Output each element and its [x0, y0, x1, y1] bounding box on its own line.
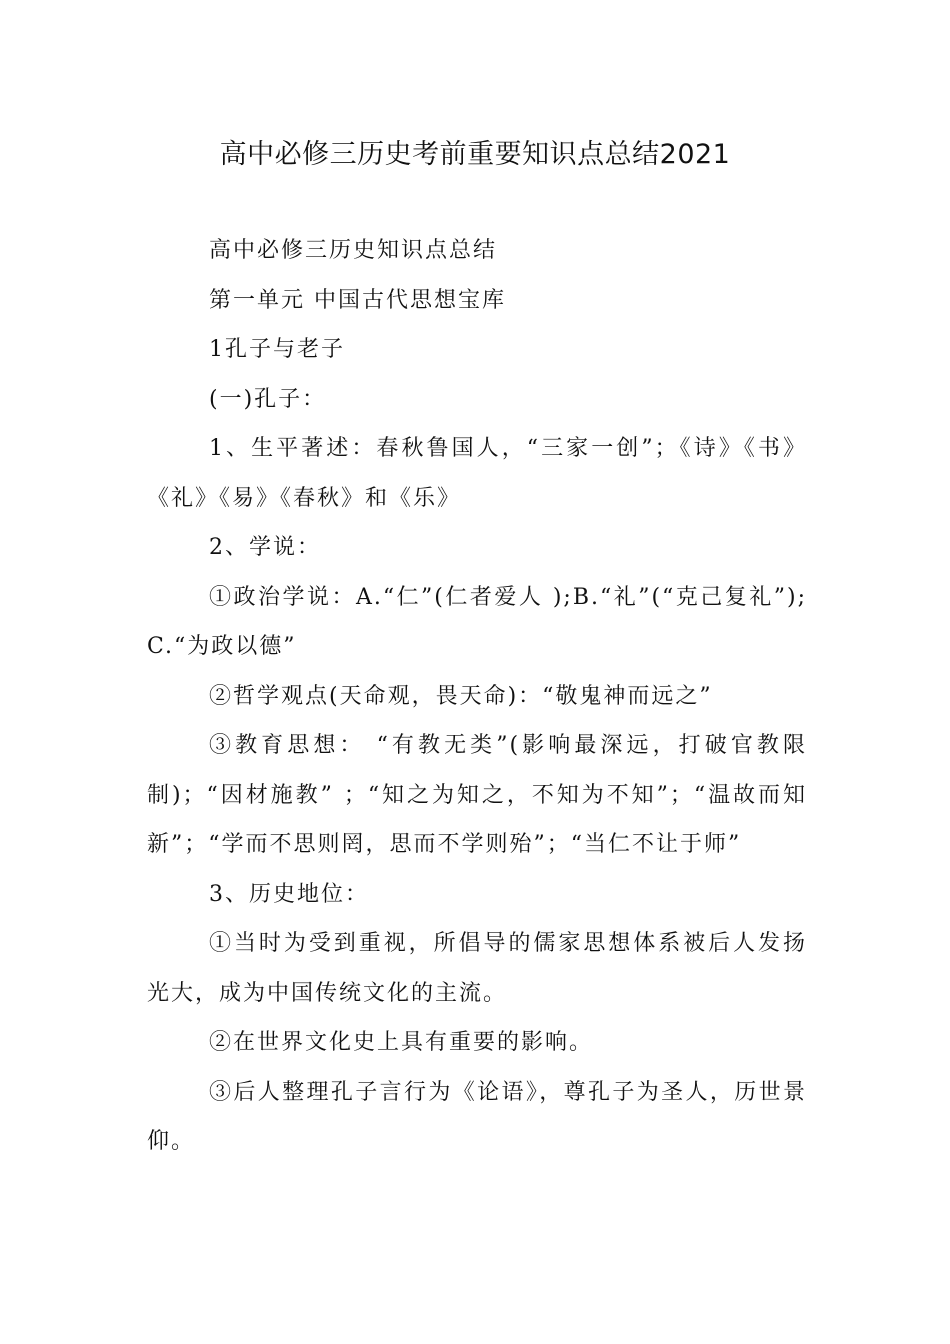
paragraph-doctrine-heading: 2、学说：	[209, 535, 321, 560]
document-title: 高中必修三历史考前重要知识点总结2021	[219, 139, 731, 170]
lesson-heading: 1孔子与老子	[209, 337, 345, 362]
paragraph-status-3: ③后人整理孔子言行为《论语》，尊孔子为圣人，历世景仰。	[147, 1079, 807, 1154]
paragraph-status-heading: 3、历史地位：	[209, 881, 369, 907]
paragraph-status-2: ②在世界文化史上具有重要的影响。	[209, 1030, 594, 1055]
subtitle-paragraph: 高中必修三历史知识点总结	[209, 238, 498, 263]
document-body	[147, 226, 807, 1167]
section-heading: (一)孔子：	[209, 386, 327, 412]
unit-heading: 第一单元 中国古代思想宝库	[209, 287, 506, 313]
paragraph-education: ③教育思想： “有教无类”(影响最深远，打破官教限制)；“因材施教” ；“知之为知之，不知为不知”；“温故而知新”；“学而不思则罔，思而不学则殆”；“当仁不让于师”	[147, 733, 807, 857]
paragraph-status-1: ①当时为受到重视，所倡导的儒家思想体系被后人发扬光大，成为中国传统文化的主流。	[147, 931, 807, 1006]
paragraph-political: ①政治学说：A.“仁”(仁者爱人 );B.“礼”(“克己复礼”);C.“为政以德”	[147, 584, 807, 659]
paragraph-biography: 1、生平著述：春秋鲁国人，“三家一创”；《诗》《书》《礼》《易》《春秋》和《乐》	[147, 436, 807, 511]
paragraph-philosophy: ②哲学观点(天命观，畏天命)：“敬鬼神而远之”	[209, 683, 713, 709]
